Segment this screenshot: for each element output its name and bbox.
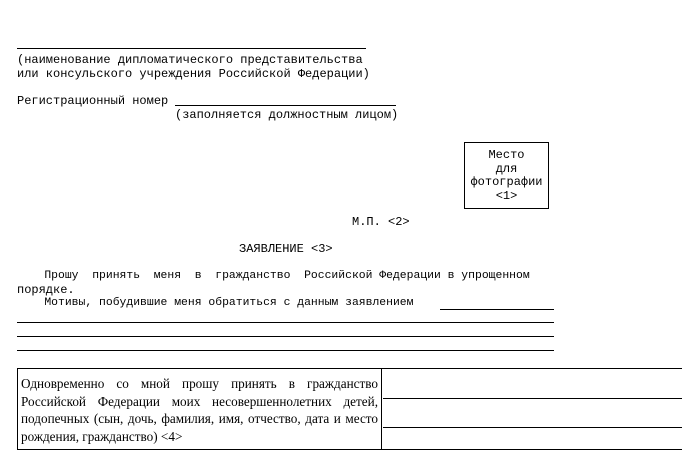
request-text-1: Прошу принять меня в гражданство Российской Федерации в упрощенном	[17, 270, 530, 282]
motives-field-3[interactable]	[17, 336, 554, 337]
institution-caption-1: (наименование дипломатического представительства	[17, 53, 363, 67]
reg-number-note: (заполняется должностным лицом)	[175, 108, 399, 122]
photo-text-1: Место	[488, 148, 525, 162]
document-title: ЗАЯВЛЕНИЕ <3>	[239, 242, 333, 256]
photo-text-2: для	[495, 161, 518, 176]
children-row-2[interactable]	[383, 399, 682, 428]
motives-field-2[interactable]	[17, 322, 554, 323]
motives-field-4[interactable]	[17, 350, 554, 351]
children-label: Одновременно со мной прошу принять в гражданство Российской Федерации моих несовершеннолетних детей, подопечных (сын, дочь, фамилия, имя, отчество, дата и место рождения, гражданство) <4>	[18, 369, 382, 449]
reg-number-label: Регистрационный номер	[17, 94, 169, 108]
motives-field-1[interactable]	[440, 309, 554, 310]
children-table	[17, 368, 682, 450]
request-text-2: порядке.	[17, 283, 75, 297]
photo-text-3: фотографии	[470, 175, 543, 189]
children-row-1[interactable]	[383, 369, 682, 399]
reg-number-field[interactable]	[175, 105, 396, 106]
photo-placeholder	[464, 142, 549, 209]
motives-label: Мотивы, побудившие меня обратиться с данным заявлением	[17, 297, 414, 309]
institution-caption-2: или консульского учреждения Российской Федерации)	[17, 67, 370, 81]
institution-blank-line[interactable]	[17, 48, 366, 49]
stamp-place: М.П. <2>	[352, 215, 410, 229]
photo-text-4: <1>	[495, 188, 518, 203]
